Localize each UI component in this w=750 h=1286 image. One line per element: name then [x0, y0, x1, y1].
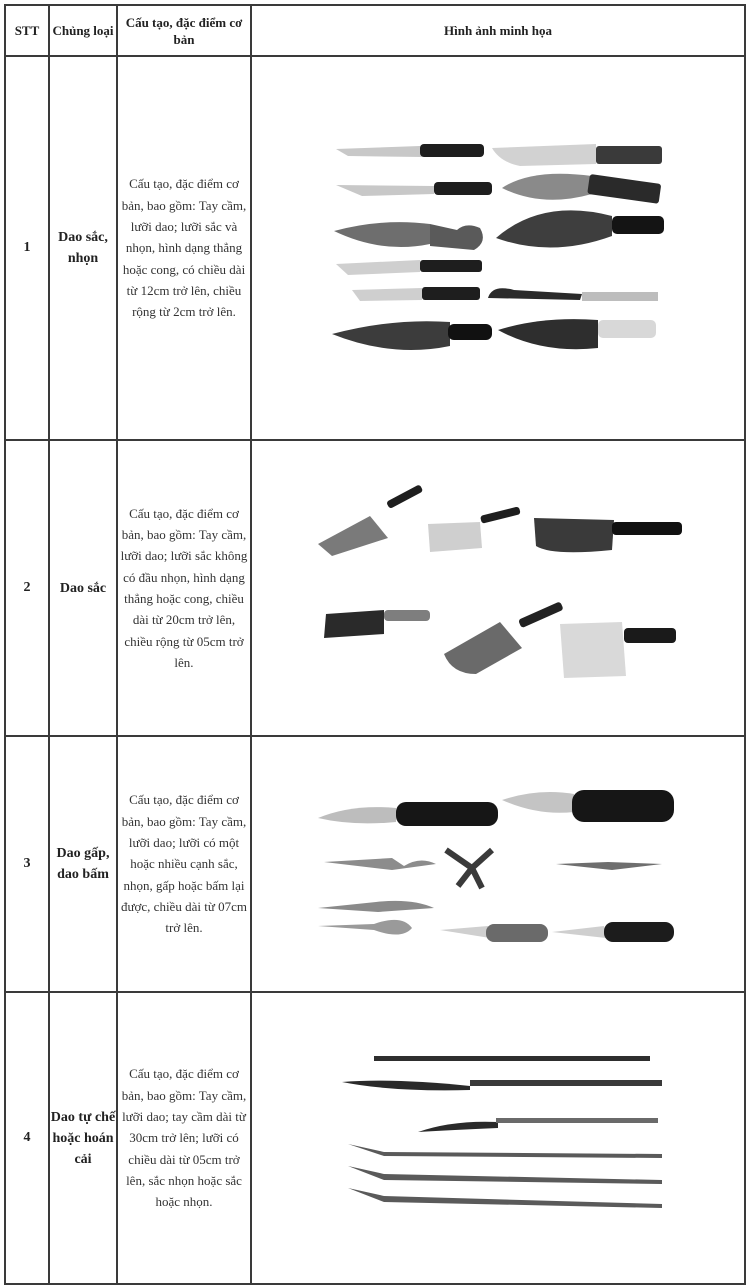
weapon-type: Dao sắc, nhọn [49, 56, 117, 440]
improvised-knives-illustration [252, 994, 746, 1282]
knife-image [318, 484, 682, 678]
header-image: Hình ảnh minh họa [251, 5, 745, 56]
header-desc: Cấu tạo, đặc điểm cơ bản [117, 5, 251, 56]
weapon-type: Dao gấp, dao bấm [49, 736, 117, 992]
header-stt: STT [5, 5, 49, 56]
weapon-type: Dao tự chế hoặc hoán cải [49, 992, 117, 1284]
illustration-cell [251, 440, 745, 736]
table-row [5, 992, 745, 1284]
row-number: 1 [5, 56, 49, 440]
sharp-pointed-knives-illustration [252, 58, 746, 438]
table-row [5, 440, 745, 736]
header-type: Chủng loại [49, 5, 117, 56]
illustration-cell [251, 992, 745, 1284]
row-number: 3 [5, 736, 49, 992]
table-row [5, 736, 745, 992]
weapon-description: Cấu tạo, đặc điểm cơ bản, bao gồm: Tay cầm, lưỡi dao; lưỡi sắc không có đầu nhọn, hình dạng thẳng hoặc cong, chiều dài từ 20cm trở lên, chiều rộng từ 05cm trở lên. [117, 440, 251, 736]
weapon-description: Cấu tạo, đặc điểm cơ bản, bao gồm: Tay cầm, lưỡi dao; lưỡi sắc và nhọn, hình dạng thẳng hoặc cong, có chiều dài từ 12cm trở lên, chiều rộng từ 2cm trở lên. [117, 56, 251, 440]
weapon-description: Cấu tạo, đặc điểm cơ bản, bao gồm: Tay cầm, lưỡi dao; tay cầm dài từ 30cm trở lên; lưỡi có chiều dài từ 05cm trở lên, sắc nhọn hoặc sắc hoặc nhọn. [117, 992, 251, 1284]
knife-classification-table [4, 4, 746, 1285]
table-row [5, 56, 745, 440]
knife-image [318, 790, 674, 942]
illustration-cell [251, 56, 745, 440]
knife-image [332, 144, 664, 350]
knife-image [342, 1056, 662, 1208]
row-number: 4 [5, 992, 49, 1284]
sharp-knives-illustration [252, 442, 746, 734]
table-header-row [5, 5, 745, 56]
weapon-type: Dao sắc [49, 440, 117, 736]
illustration-cell [251, 736, 745, 992]
folding-knives-illustration [252, 738, 746, 990]
weapon-description: Cấu tạo, đặc điểm cơ bản, bao gồm: Tay cầm, lưỡi dao; lưỡi có một hoặc nhiều cạnh sắc, nhọn, gấp hoặc bấm lại được, chiều dài từ 07cm trở lên. [117, 736, 251, 992]
row-number: 2 [5, 440, 49, 736]
